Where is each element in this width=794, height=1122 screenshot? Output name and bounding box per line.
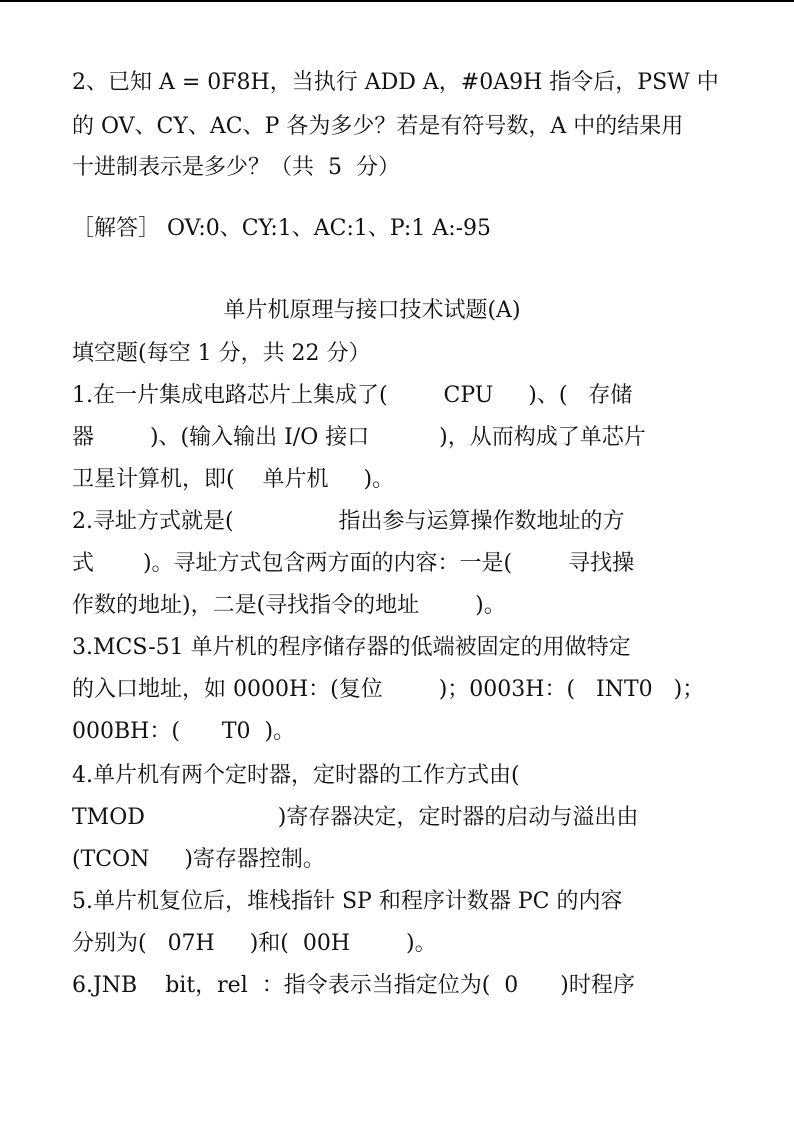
item-line-11: TMOD )寄存器决定，定时器的启动与溢出由 — [72, 805, 639, 830]
item-line-7: 3.MCS-51 单片机的程序储存器的低端被固定的用做特定 — [72, 635, 631, 660]
section-subtitle: 填空题(每空 1 分，共 22 分） — [72, 341, 371, 366]
item-line-2: 器 )、(输入输出 I/O 接口 )，从而构成了单芯片 — [72, 425, 646, 450]
item-line-8: 的入口地址，如 0000H：(复位 )；0003H：( INT0 )； — [72, 677, 705, 702]
page-top-rule — [0, 0, 794, 2]
item-line-6: 作数的地址)，二是(寻找指令的地址 )。 — [72, 593, 506, 618]
item-line-14: 分别为( 07H )和( 00H )。 — [72, 931, 437, 956]
item-line-13: 5.单片机复位后，堆栈指针 SP 和程序计数器 PC 的内容 — [72, 889, 623, 914]
item-line-3: 卫星计算机，即( 单片机 )。 — [72, 467, 395, 492]
item-line-9: 000BH：( T0 )。 — [72, 719, 296, 744]
problem-line-2: 的 OV、CY、AC、P 各为多少？若是有符号数，A 中的结果用 — [72, 114, 684, 139]
item-line-10: 4.单片机有两个定时器，定时器的工作方式由( — [72, 763, 520, 788]
answer-line: ［解答］ OV:0、CY:1、AC:1、P:1 A:-95 — [72, 216, 492, 241]
item-line-5: 式 )。寻址方式包含两方面的内容：一是( 寻找操 — [72, 551, 635, 576]
problem-line-3: 十进制表示是多少？（共 5 分） — [72, 155, 400, 180]
section-title: 单片机原理与接口技术试题(A) — [223, 298, 521, 323]
problem-line-1: 2、已知 A = 0F8H，当执行 ADD A，#0A9H 指令后，PSW 中 — [72, 70, 719, 95]
item-line-1: 1.在一片集成电路芯片上集成了( CPU )、( 存储 — [72, 383, 633, 408]
item-line-15: 6.JNB bit，rel ：指令表示当指定位为( 0 )时程序 — [72, 973, 635, 998]
item-line-4: 2.寻址方式就是( 指出参与运算操作数地址的方 — [72, 509, 625, 534]
item-line-12: (TCON )寄存器控制。 — [72, 847, 325, 872]
